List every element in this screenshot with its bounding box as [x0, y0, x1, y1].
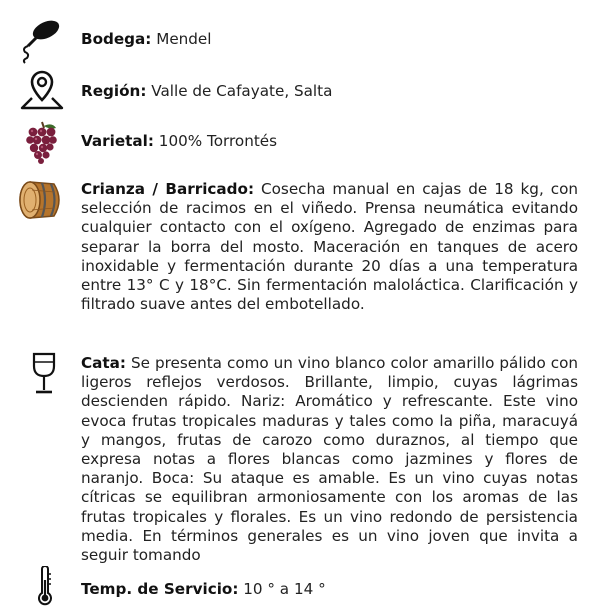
- region-value: Valle de Cafayate, Salta: [146, 82, 333, 100]
- temperatura-text: [81, 580, 578, 599]
- region-label: Región:: [81, 82, 147, 100]
- cata-label: Cata:: [81, 354, 126, 372]
- bodega-text: [81, 30, 578, 49]
- bodega-value: Mendel: [151, 30, 212, 48]
- varietal-value: 100% Torrontés: [153, 132, 278, 150]
- bodega-row: [0, 16, 596, 64]
- cata-text: [81, 354, 578, 565]
- crianza-row: [0, 172, 596, 342]
- varietal-row: [0, 118, 596, 164]
- wine-glass-icon: [26, 352, 62, 396]
- cata-value: Se presenta como un vino blanco color amarillo pálido con ligeros reflejos verdosos. Brillante, limpio, cuyas lágrimas descienden rápido. Nariz: Aromático y refrescante. Este vino evoca frutas tropicales maduras y tales como la piña, maracuyá y mangos, frutas de carozo como duraznos, al tiempo que expresa notas a flores blancas como jazmines y flores de naranjo. Boca: Su ataque es amable. Es un vino cuyas notas cítricas se equilibran armoniosamente con los aromas de las frutas tropicales y florales. Es un vino redondo de persistencia media. En términos generales es un vino joven que invita a seguir tomando: [81, 354, 578, 565]
- crianza-value: Cosecha manual en cajas de 18 kg, con selección de racimos en el viñedo. Prensa neumática evitando cualquier contacto con el oxígeno. Agregado de enzimas para separar la borra del mosto. Maceración en tanques de acero inoxidable y fermentación durante 20 días a una temperatura entre 13° C y 18°C. Sin fermentación maloláctica. Clarificación y filtrado suave antes del embotellado.: [81, 180, 579, 314]
- crianza-text: [81, 180, 578, 314]
- bodega-label: Bodega:: [81, 30, 152, 48]
- corkscrew-icon: [16, 18, 66, 64]
- region-row: [0, 68, 596, 114]
- barrel-icon: [18, 178, 66, 222]
- cata-row: [0, 352, 596, 568]
- temperatura-row: [0, 566, 596, 608]
- temperatura-label: Temp. de Servicio:: [81, 580, 239, 598]
- varietal-label: Varietal:: [81, 132, 154, 150]
- temperatura-value: 10 ° a 14 °: [238, 580, 326, 598]
- region-text: [81, 82, 578, 101]
- thermometer-icon: [34, 566, 56, 606]
- map-pin-icon: [18, 68, 66, 112]
- grapes-icon: [22, 120, 62, 164]
- varietal-text: [81, 132, 578, 151]
- crianza-label: Crianza / Barricado:: [81, 180, 255, 198]
